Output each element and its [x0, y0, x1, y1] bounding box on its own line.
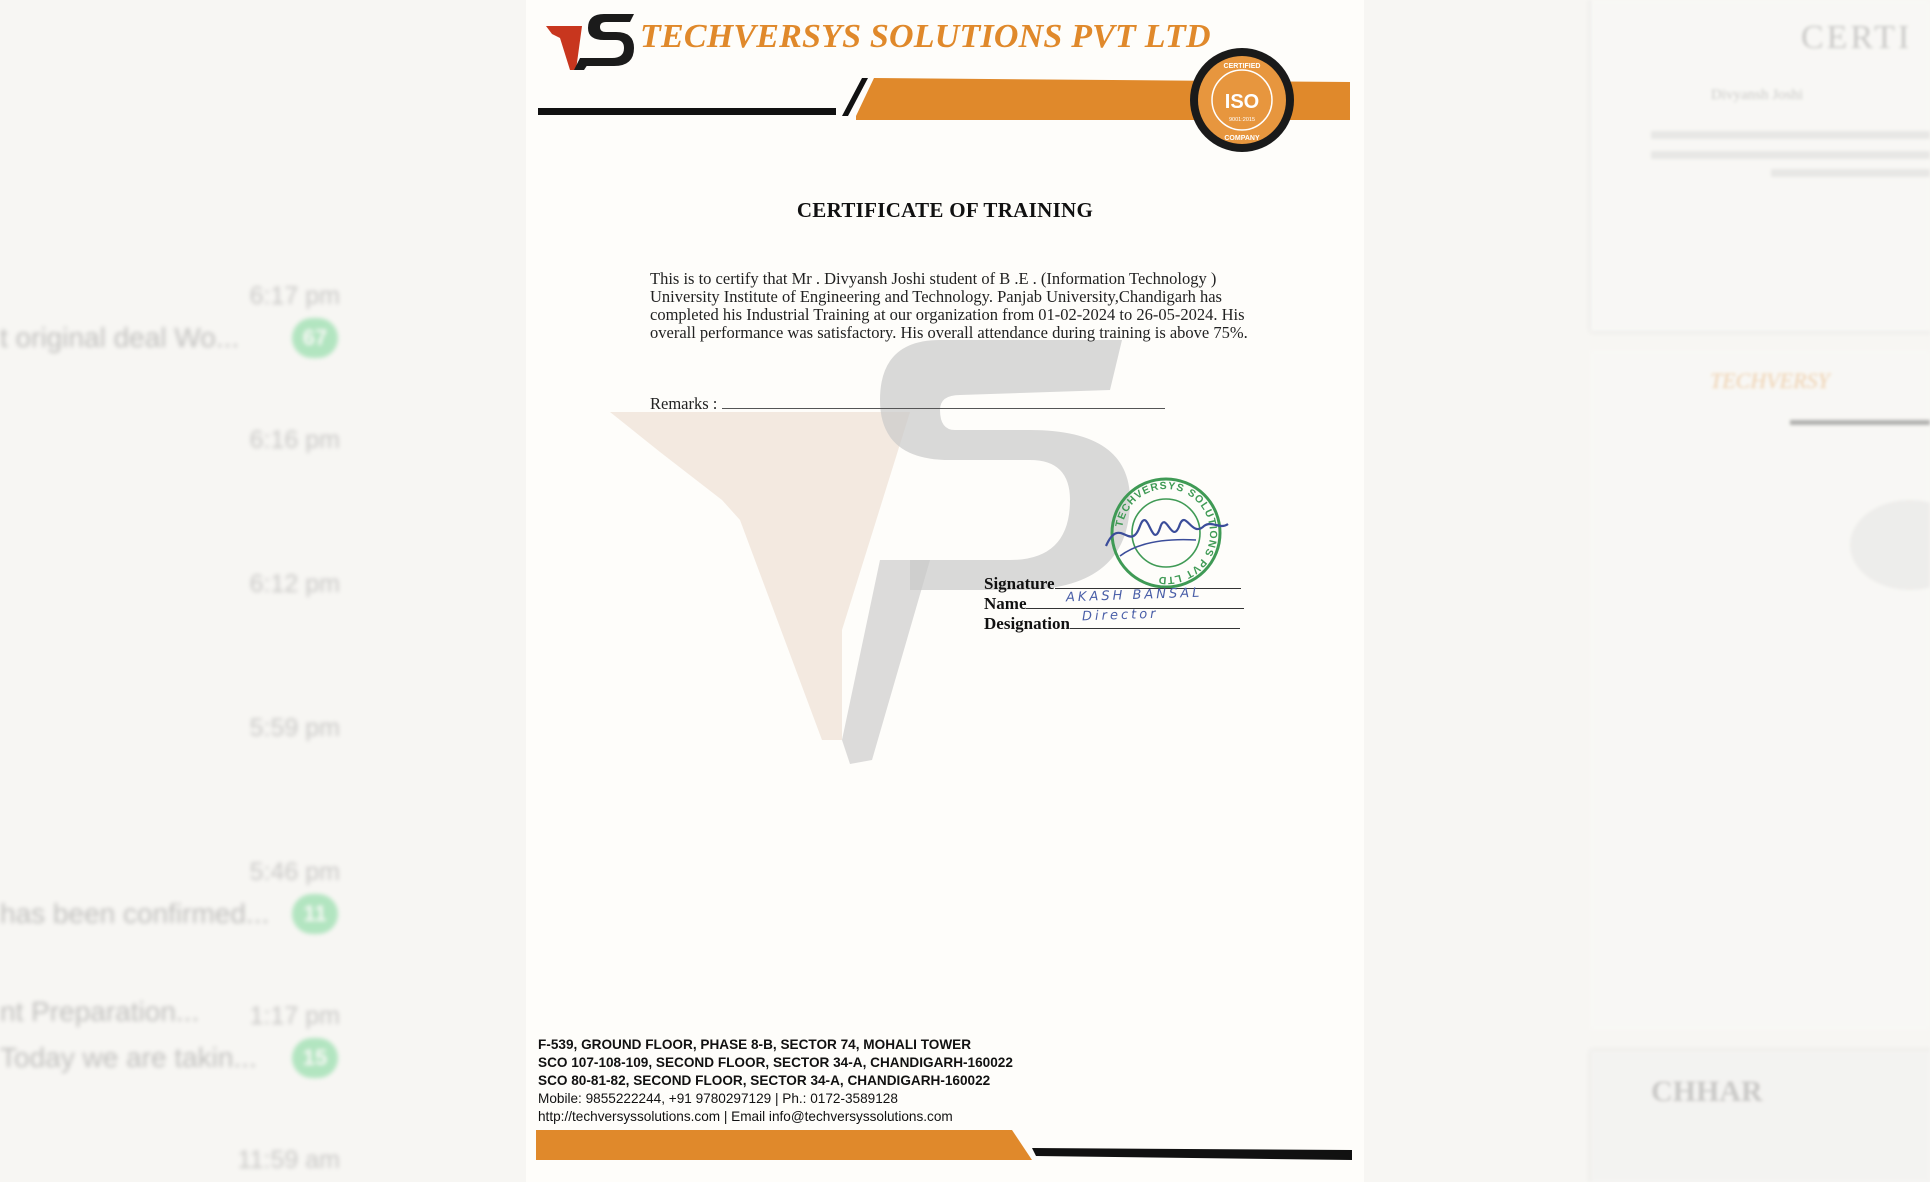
certificate-body: This is to certify that Mr . Divyansh Joshi student of B .E . (Information Technology ) University Institute of Engineering and Technology. Panjab University,Chandigarh has completed his Industrial Training at our organization from 01-02-2024 to 26-05-2024. His overall performance was satisfactory. His overall attendance during training is above 75%. [650, 269, 1248, 342]
name-value: AKASH BANSAL [1066, 585, 1204, 606]
iso-text: ISO [1224, 91, 1260, 113]
web-line: http://techversyssolutions.com | Email info@techversyssolutions.com [538, 1109, 953, 1124]
designation-row [984, 606, 1244, 634]
background-card [1590, 1050, 1930, 1182]
chat-time: 5:59 pm [249, 714, 340, 742]
bg-card-name: Divyansh Joshi [1711, 87, 1804, 103]
signature-label: Signature [984, 574, 1055, 593]
certificate-title: CERTIFICATE OF TRAINING [796, 198, 1094, 222]
chat-time: 6:12 pm [249, 570, 340, 598]
address-line: SCO 107-108-109, SECOND FLOOR, SECTOR 34-A, CHANDIGARH-160022 [538, 1055, 1013, 1070]
chat-preview: t original deal Wo... [0, 322, 240, 353]
bg-card-brand: TECHVERSY [1710, 368, 1830, 393]
chat-time: 5:46 pm [249, 858, 340, 886]
signature-block [984, 574, 1244, 634]
designation-value: Director [1081, 606, 1159, 625]
name-label: Name [984, 594, 1027, 613]
chat-time: 11:59 am [237, 1146, 340, 1174]
designation-label: Designation [984, 614, 1070, 633]
iso-year-text: 9001:2015 [1229, 117, 1255, 123]
unread-badge: 15 [292, 1038, 338, 1078]
unread-badge: 11 [292, 894, 338, 934]
remarks-field [650, 394, 1165, 414]
chat-preview: Today we are takin... [0, 1042, 257, 1073]
chat-time: 6:16 pm [249, 426, 340, 454]
iso-badge-icon [1188, 46, 1296, 154]
background-certificates [1580, 0, 1930, 1182]
bg-card-title: CERTI [1801, 19, 1913, 56]
unread-badge: 67 [292, 318, 338, 358]
background-card [1590, 350, 1930, 1030]
bg-card-title: CHHAR [1651, 1075, 1763, 1108]
iso-bottom-text: COMPANY [1224, 135, 1260, 142]
certificate-page [526, 0, 1364, 1182]
ts-logo-icon [546, 12, 638, 72]
chat-preview: nt Preparation... [0, 996, 200, 1027]
footer-band [536, 1130, 1352, 1166]
company-name: TECHVERSYS SOLUTIONS PVT LTD [640, 18, 1211, 55]
footer-contact [538, 1036, 1013, 1126]
stamp-text: TECHVERSYS SOLUTIONS PVT LTD [1113, 479, 1220, 587]
background-card [1590, 0, 1930, 332]
designation-line [1070, 606, 1240, 629]
chat-time: 1:17 pm [249, 1002, 340, 1030]
address-line: F-539, GROUND FLOOR, PHASE 8-B, SECTOR 74, MOHALI TOWER [538, 1037, 972, 1052]
address-line: SCO 80-81-82, SECOND FLOOR, SECTOR 34-A, CHANDIGARH-160022 [538, 1073, 991, 1088]
background-chat-list [0, 0, 520, 1182]
remarks-label: Remarks : [650, 394, 718, 413]
iso-top-text: CERTIFIED [1223, 63, 1261, 70]
phone-line: Mobile: 9855222244, +91 9780297129 | Ph.: 0172-3589128 [538, 1091, 898, 1106]
remarks-line [722, 394, 1165, 409]
chat-preview: has been confirmed... [0, 898, 270, 929]
chat-time: 6:17 pm [249, 282, 340, 310]
